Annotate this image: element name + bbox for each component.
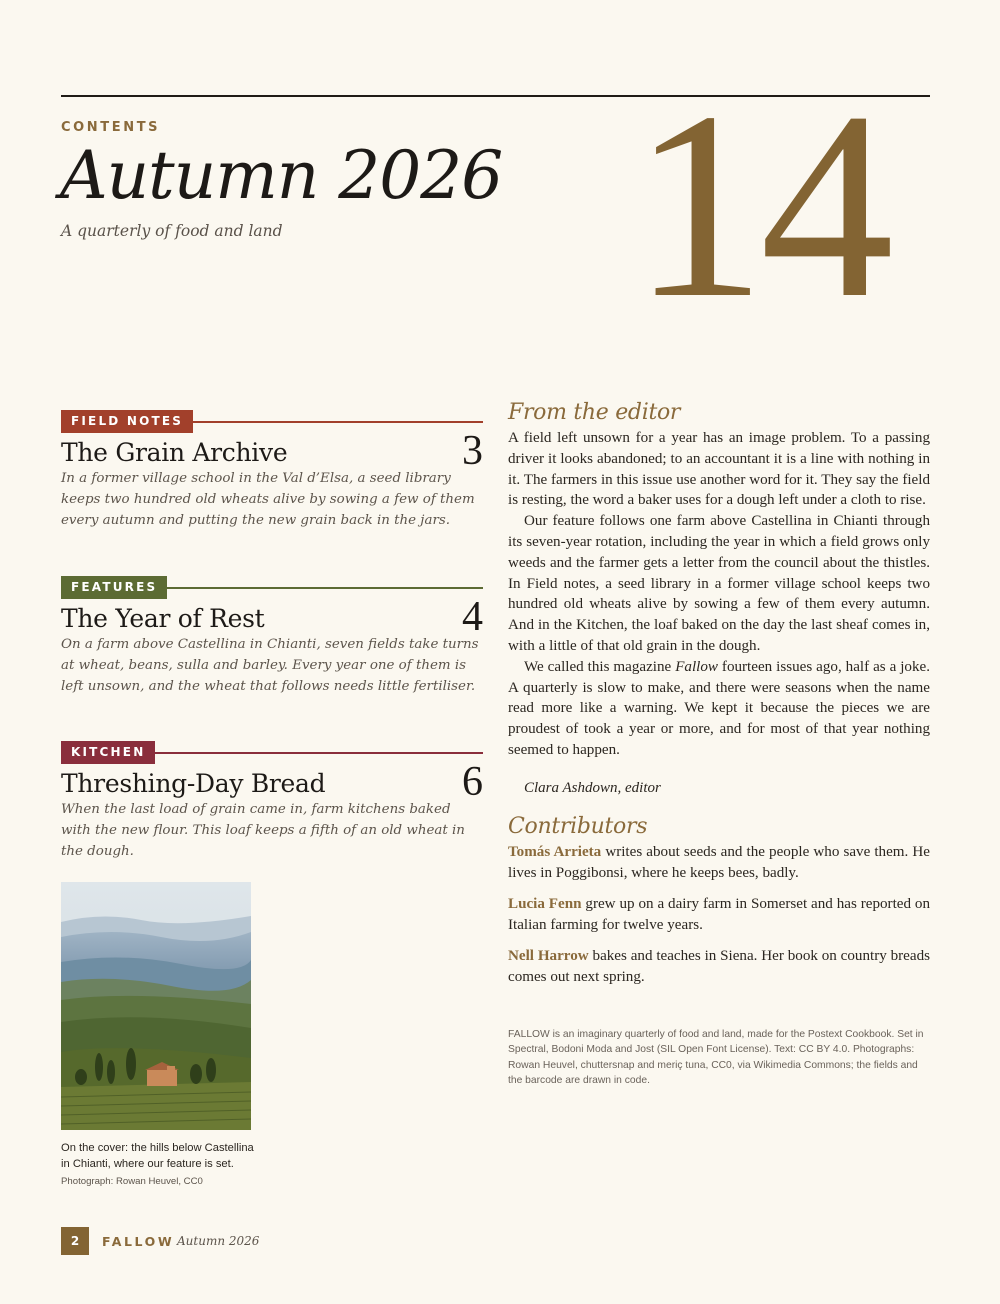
contributor-bio: grew up on a dairy farm in Somerset and has reported on Italian farming for twelve years. [508,896,930,933]
cover-credit: Photograph: Rowan Heuvel, CC0 [61,1176,203,1187]
contributor-item [508,946,930,988]
toc-entry-features[interactable] [61,576,483,706]
contributor-item [508,894,930,936]
editor-paragraph: A field left unsown for a year has an image problem. To a passing driver it looks abandoned; to an accountant it is a line with nothing in it. The farmers in this issue use another word for it. They say the field is resting, the word a baker uses for a dough left under a cloth to rise. [508,430,930,509]
toc-entry-kitchen[interactable] [61,741,483,859]
section-label: KITCHEN [61,741,155,764]
contributor-name: Tomás Arrieta [508,844,602,860]
editor-letter [508,428,930,761]
editor-heading: From the editor [508,400,681,425]
issue-title: Autumn 2026 [60,137,503,214]
editor-signature: Clara Ashdown, editor [524,780,661,796]
toc-description: When the last load of grain came in, farm kitchens baked with the new flour. This loaf keeps a fifth of an old wheat in the dough. [61,802,465,859]
toc-section-header [61,410,483,434]
page-folio: 2 [61,1227,89,1255]
contributor-item [508,842,930,884]
toc-page-number: 6 [462,759,483,805]
issue-subtitle: A quarterly of food and land [61,222,283,240]
editor-paragraph: Our feature follows one farm above Castellina in Chianti through its seven-year rotation, including the year in which a field grows only weeds and the farmer gets a letter from the council about the thistles. In Field notes, a seed library in a former village school keeps two hundred old wheats alive by sowing a few of them every autumn. And in the Kitchen, the loaf baked on the day the last sheaf comes in, with a little of that old grain in the dough. [508,513,930,654]
section-rule [185,421,483,423]
toc-page-number: 4 [462,594,483,640]
contributor-name: Nell Harrow [508,948,589,964]
cover-caption: On the cover: the hills below Castellina in Chianti, where our feature is set. [61,1142,254,1170]
contributor-bio: bakes and teaches in Siena. Her book on country breads comes out next spring. [508,948,931,985]
toc-description: In a former village school in the Val d’Elsa, a seed library keeps two hundred old wheats alive by sowing a few of them every autumn and putting the new grain back in the jars. [61,471,475,528]
issue-number: 14 [632,90,888,320]
section-rule [159,587,483,589]
contributor-name: Lucia Fenn [508,896,582,912]
contents-kicker: CONTENTS [61,120,161,135]
toc-section-header [61,741,483,765]
footer-magazine-name: FALLOW [102,1234,175,1249]
section-rule [151,752,483,754]
toc-page-number: 3 [462,428,483,474]
cover-landscape-image [61,882,251,1130]
footer-issue: Autumn 2026 [177,1234,260,1248]
contributors-heading: Contributors [508,814,648,839]
editor-paragraph: We called this magazine Fallow fourteen issues ago, half as a joke. A quarterly is slow to make, and there were seasons when the name read more like a warning. We kept it because the pieces we are proudest of took a year or more, and for most of that year nothing seemed to happen. [508,658,930,758]
contributor-bio: writes about seeds and the people who save them. He lives in Poggibonsi, where he keeps bees, badly. [508,844,930,881]
toc-entry-field-notes[interactable] [61,410,483,540]
cover-photo [61,882,251,1130]
toc-description: On a farm above Castellina in Chianti, seven fields take turns at wheat, beans, sulla and barley. Every year one of them is left unsown, and the wheat that follows needs little fertiliser. [61,637,479,694]
colophon: FALLOW is an imaginary quarterly of food and land, made for the Postext Cookbook. Set in Spectral, Bodoni Moda and Jost (SIL Open Font License). Text: CC BY 4.0. Photographs: Rowan Heuvel, chuttersnap and meriç tuna, CC0, via Wikimedia Commons; the fields and the barcode are drawn in code. [508,1029,924,1087]
section-label: FEATURES [61,576,167,599]
toc-section-header [61,576,483,600]
toc-title[interactable]: The Grain Archive [61,438,288,467]
toc-title[interactable]: The Year of Rest [61,604,265,633]
section-label: FIELD NOTES [61,410,193,433]
toc-title[interactable]: Threshing-Day Bread [61,769,326,798]
